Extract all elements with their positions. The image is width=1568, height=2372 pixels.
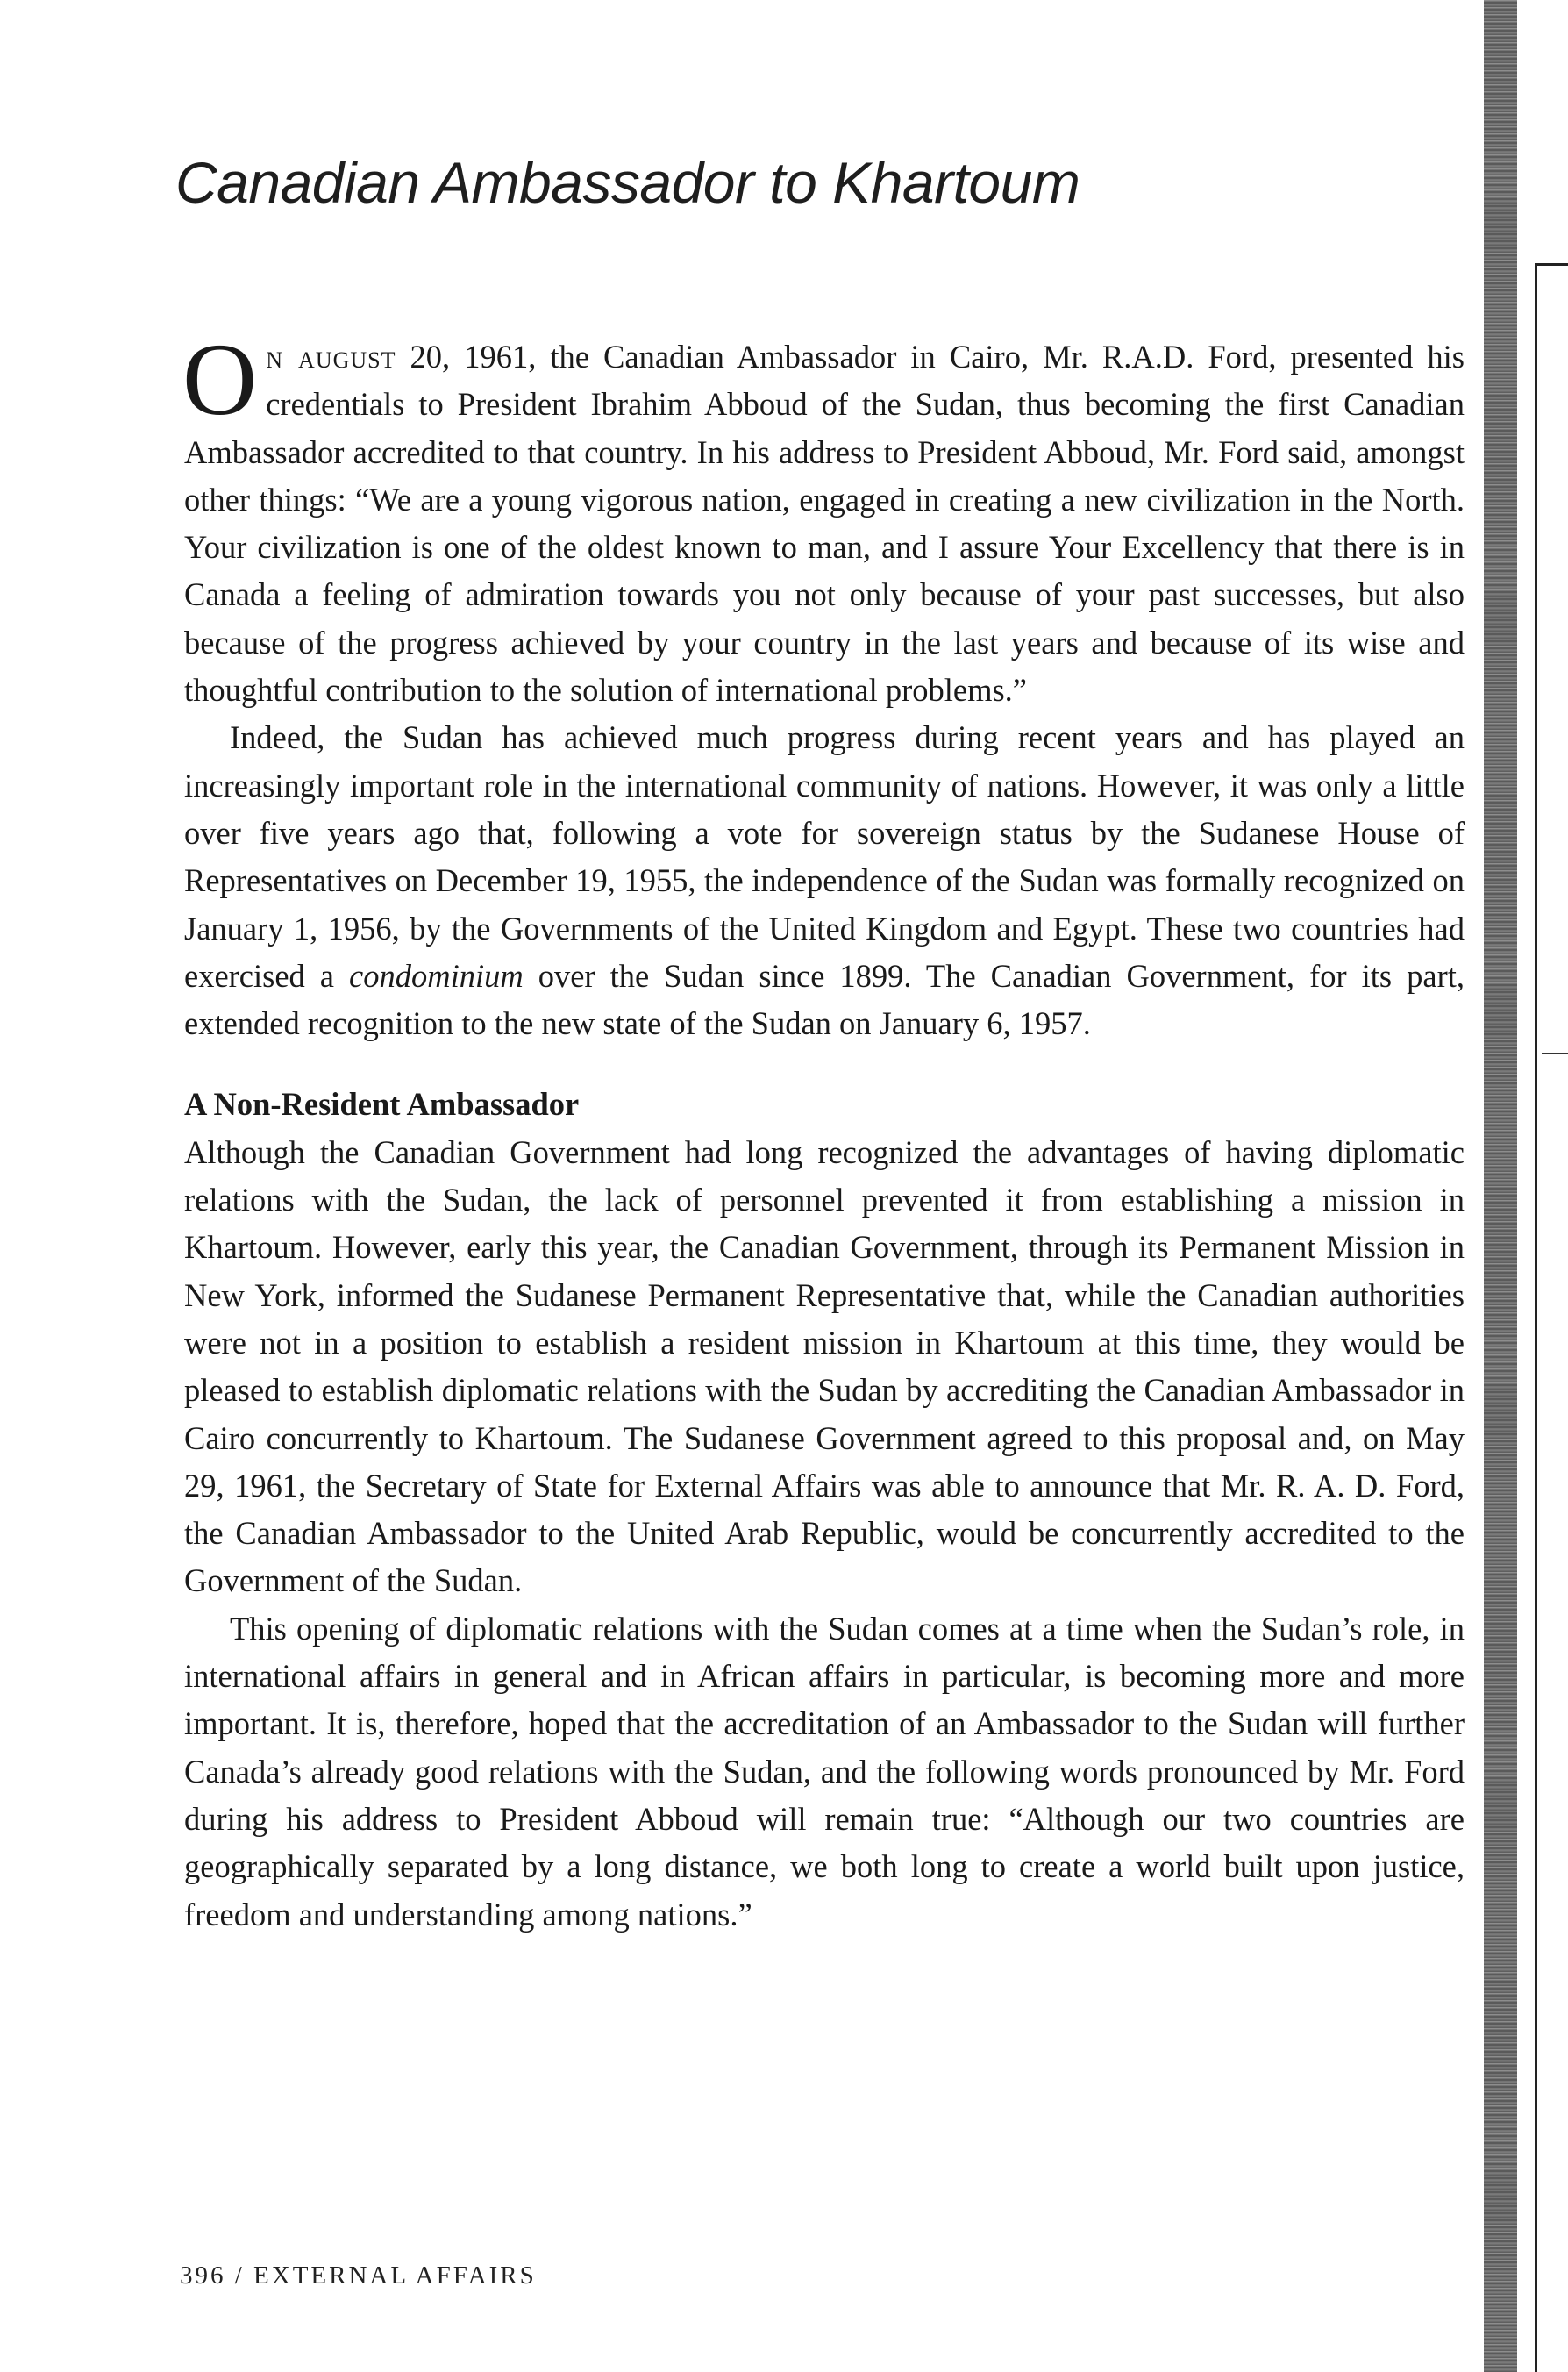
page-edge-line — [1535, 263, 1537, 2372]
paragraph-4: This opening of diplomatic relations with the Sudan comes at a time when the Sudan’s role, in international affairs in general and in African affairs in particular, is becoming more and more important. It is, therefore, hoped that the accreditation of an Ambassador to the Sudan will further Canada’s already good relations with the Sudan, and the following words pronounced by Mr. Ford during his address to President Abboud will remain true: “Although our two countries are geographically separated by a long distance, we both long to create a world built upon justice, freedom and understanding among nations.” — [184, 1610, 1465, 1933]
opening-small-caps: n august — [266, 339, 396, 375]
page-title: Canadian Ambassador to Khartoum — [175, 150, 1080, 215]
page-edge-tick — [1537, 263, 1568, 266]
drop-cap: O — [182, 322, 258, 437]
paragraph-1 — [182, 322, 1465, 714]
binding-edge-shadow — [1484, 0, 1517, 2372]
page-edge-tick-lower — [1542, 1053, 1568, 1054]
paragraph-3: Although the Canadian Government had long recognized the advantages of having diplomatic relations with the Sudan, the lack of personnel prevented it from establishing a mission in Khartoum. However, early this year, the Canadian Government, through its Permanent Mission in New York, informed the Sudanese Permanent Representative that, while the Canadian authorities were not in a position to establish a resident mission in Khartoum at this time, they would be pleased to establish diplomatic relations with the Sudan by accrediting the Canadian Ambassador in Cairo concurrently to Khartoum. The Sudanese Government agreed to this proposal and, on May 29, 1961, the Secretary of State for External Affairs was able to announce that Mr. R. A. D. Ford, the Canadian Ambassador to the United Arab Republic, would be concurrently accredited to the Government of the Sudan. — [184, 1133, 1465, 1599]
article-body — [182, 322, 1465, 1939]
paragraph-1-text: 20, 1961, the Canadian Ambassador in Cairo, Mr. R.A.D. Ford, presented his credentials to President Ibrahim Abboud of the Sudan, thus becoming the first Canadian Ambassador accredited to that country. In his address to President Abboud, Mr. Ford said, amongst other things: “We are a young vigorous nation, engaged in creating a new civilization in the North. Your civilization is one of the oldest known to man, and I assure Your Excellency that there is in Canada a feeling of admiration towards you not only because of your past successes, but also because of the progress achieved by your country in the last years and because of its wise and thoughtful contribution to the solution of international problems.” — [184, 339, 1465, 709]
italic-term: condominium — [349, 957, 524, 994]
page-footer: 396 / EXTERNAL AFFAIRS — [180, 2261, 537, 2290]
paragraph-2-text-b: over the Sudan since 1899. The Canadian Government, for its part, extended recognition to the new state of the Sudan on January 6, 1957. — [184, 957, 1465, 1042]
section-heading: A Non-Resident Ambassador — [184, 1086, 580, 1123]
paragraph-2 — [184, 714, 1465, 1047]
paragraph-2-text-a: Indeed, the Sudan has achieved much progress during recent years and has played an increasingly important role in the international community of nations. However, it was only a little over five years ago that, following a vote for sovereign status by the Sudanese House of Representatives on December 19, 1955, the independence of the Sudan was formally recognized on January 1, 1956, by the Governments of the United Kingdom and Egypt. These two countries had exercised a — [184, 719, 1465, 994]
